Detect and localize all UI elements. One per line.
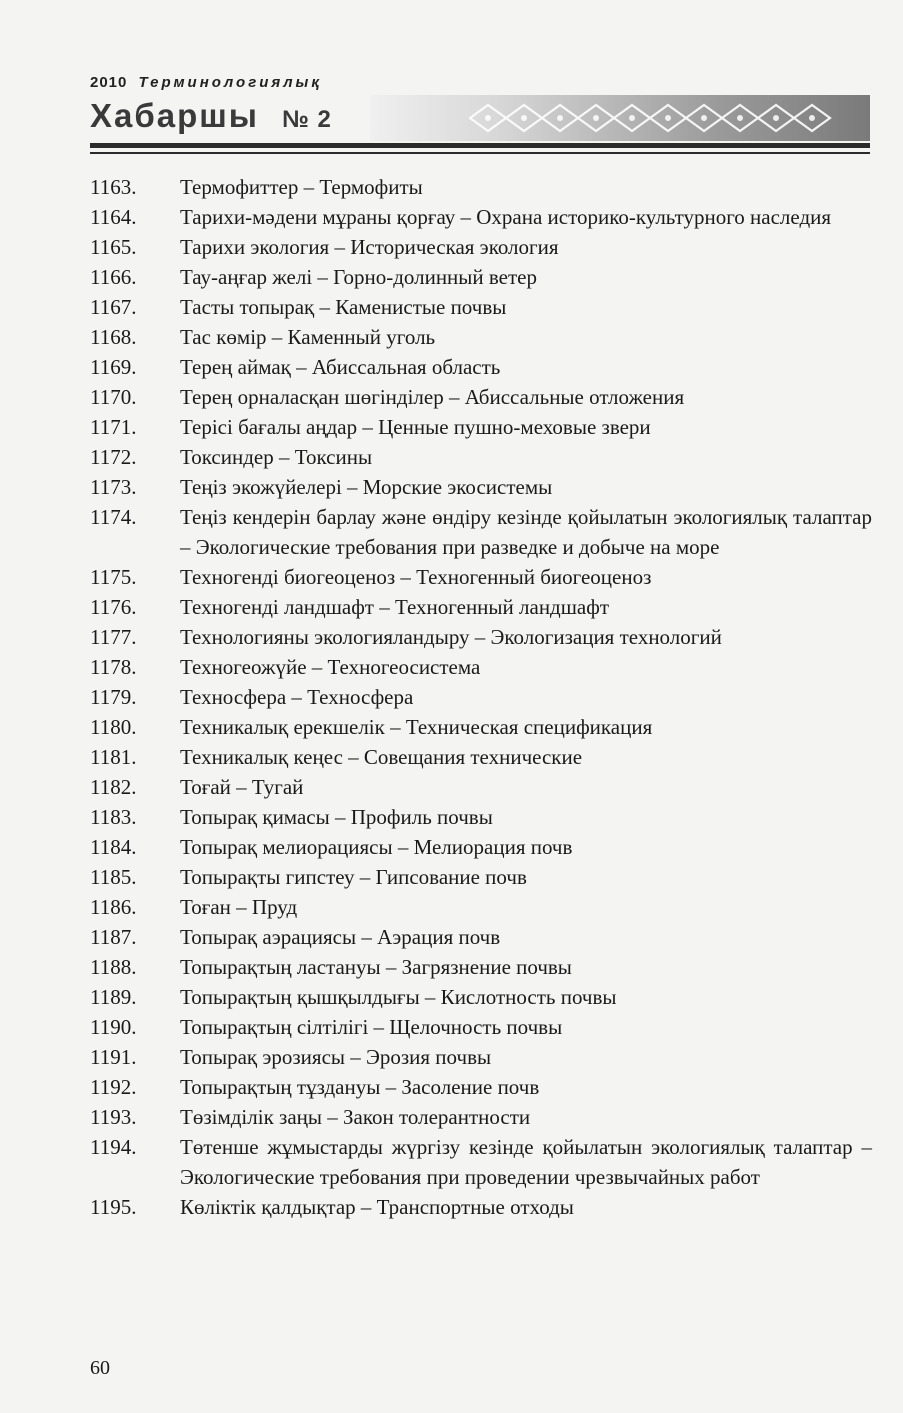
term-text: Терең аймақ – Абиссальная область bbox=[180, 355, 501, 379]
term-entry bbox=[90, 952, 872, 982]
term-list bbox=[90, 172, 872, 1222]
term-entry bbox=[90, 712, 872, 742]
term-number: 1194. bbox=[90, 1135, 137, 1159]
term-number: 1170. bbox=[90, 385, 137, 409]
journal-header-line bbox=[90, 74, 322, 91]
term-number: 1168. bbox=[90, 325, 137, 349]
term-number: 1195. bbox=[90, 1195, 137, 1219]
term-text: Термофиттер – Термофиты bbox=[180, 175, 423, 199]
term-text: Көліктік қалдықтар – Транспортные отходы bbox=[180, 1195, 574, 1219]
term-text: Терісі бағалы аңдар – Ценные пушно-меховые звери bbox=[180, 415, 651, 439]
term-number: 1181. bbox=[90, 745, 137, 769]
term-number: 1180. bbox=[90, 715, 137, 739]
term-entry bbox=[90, 742, 872, 772]
term-text: Топырақ мелиорациясы – Мелиорация почв bbox=[180, 835, 573, 859]
term-entry bbox=[90, 862, 872, 892]
term-number: 1173. bbox=[90, 475, 137, 499]
term-number: 1190. bbox=[90, 1015, 137, 1039]
term-entry bbox=[90, 802, 872, 832]
term-text: Техникалық ерекшелік – Техническая спецификация bbox=[180, 715, 653, 739]
term-entry bbox=[90, 322, 872, 352]
term-text: Тау-аңғар желі – Горно-долинный ветер bbox=[180, 265, 537, 289]
term-entry bbox=[90, 1102, 872, 1132]
term-entry bbox=[90, 562, 872, 592]
journal-title-text: Хабаршы bbox=[90, 97, 259, 134]
term-text: Технологияны экологияландыру – Экологизация технологий bbox=[180, 625, 722, 649]
term-number: 1185. bbox=[90, 865, 137, 889]
term-number: 1164. bbox=[90, 205, 137, 229]
term-number: 1176. bbox=[90, 595, 137, 619]
term-number: 1169. bbox=[90, 355, 137, 379]
term-text: Техносфера – Техносфера bbox=[180, 685, 414, 709]
term-text: Техногенді ландшафт – Техногенный ландшафт bbox=[180, 595, 610, 619]
term-text: Төзімділік заңы – Закон толерантности bbox=[180, 1105, 531, 1129]
term-number: 1165. bbox=[90, 235, 137, 259]
term-entry bbox=[90, 892, 872, 922]
term-entry bbox=[90, 1192, 872, 1222]
term-text: Терең орналасқан шөгінділер – Абиссальные отложения bbox=[180, 385, 685, 409]
term-number: 1191. bbox=[90, 1045, 137, 1069]
term-text: Токсиндер – Токсины bbox=[180, 445, 373, 469]
term-entry bbox=[90, 502, 872, 562]
term-text: Төтенше жұмыстарды жүргізу кезінде қойылатын экологиялық талаптар – Экологические требования при проведении чрезвычайных работ bbox=[180, 1135, 872, 1189]
term-entry bbox=[90, 922, 872, 952]
term-entry bbox=[90, 982, 872, 1012]
term-entry bbox=[90, 1042, 872, 1072]
term-entry bbox=[90, 262, 872, 292]
header-rule-thin bbox=[90, 152, 870, 154]
term-text: Теңіз экожүйелері – Морские экосистемы bbox=[180, 475, 553, 499]
term-entry bbox=[90, 592, 872, 622]
term-text: Топырақтың сілтілігі – Щелочность почвы bbox=[180, 1015, 563, 1039]
term-number: 1179. bbox=[90, 685, 137, 709]
term-entry bbox=[90, 1132, 872, 1192]
term-entry bbox=[90, 232, 872, 262]
term-entry bbox=[90, 472, 872, 502]
term-number: 1182. bbox=[90, 775, 137, 799]
issue-number: № 2 bbox=[282, 106, 332, 133]
term-entry bbox=[90, 442, 872, 472]
term-text: Топырақ аэрациясы – Аэрация почв bbox=[180, 925, 501, 949]
term-number: 1188. bbox=[90, 955, 137, 979]
term-number: 1186. bbox=[90, 895, 137, 919]
header-rule-thick bbox=[90, 143, 870, 148]
term-text: Тоған – Пруд bbox=[180, 895, 298, 919]
term-text: Тасты топырақ – Каменистые почвы bbox=[180, 295, 507, 319]
term-text: Топырақ қимасы – Профиль почвы bbox=[180, 805, 493, 829]
term-text: Тарихи экология – Историческая экология bbox=[180, 235, 559, 259]
term-entry bbox=[90, 172, 872, 202]
term-entry bbox=[90, 1012, 872, 1042]
term-text: Топырақ эрозиясы – Эрозия почвы bbox=[180, 1045, 492, 1069]
term-number: 1167. bbox=[90, 295, 137, 319]
term-entry bbox=[90, 682, 872, 712]
term-text: Тас көмір – Каменный уголь bbox=[180, 325, 436, 349]
term-entry bbox=[90, 382, 872, 412]
term-number: 1172. bbox=[90, 445, 137, 469]
term-entry bbox=[90, 622, 872, 652]
term-number: 1166. bbox=[90, 265, 137, 289]
term-number: 1175. bbox=[90, 565, 137, 589]
term-number: 1184. bbox=[90, 835, 137, 859]
term-text: Топырақтың ластануы – Загрязнение почвы bbox=[180, 955, 572, 979]
term-number: 1193. bbox=[90, 1105, 137, 1129]
term-entry bbox=[90, 202, 872, 232]
term-text: Топырақтың тұздануы – Засоление почв bbox=[180, 1075, 540, 1099]
term-entry bbox=[90, 832, 872, 862]
term-text: Техникалық кеңес – Совещания технические bbox=[180, 745, 583, 769]
term-entry bbox=[90, 652, 872, 682]
term-entry bbox=[90, 352, 872, 382]
ornament-pattern-icon bbox=[370, 95, 870, 141]
journal-title bbox=[90, 97, 332, 135]
term-entry bbox=[90, 1072, 872, 1102]
term-entry bbox=[90, 292, 872, 322]
term-text: Топырақтың қышқылдығы – Кислотность почвы bbox=[180, 985, 617, 1009]
page-number: 60 bbox=[90, 1357, 110, 1379]
term-text: Техногеожүйе – Техногеосистема bbox=[180, 655, 481, 679]
term-number: 1187. bbox=[90, 925, 137, 949]
term-number: 1171. bbox=[90, 415, 137, 439]
term-number: 1192. bbox=[90, 1075, 137, 1099]
term-number: 1178. bbox=[90, 655, 137, 679]
journal-year: 2010 bbox=[90, 74, 128, 91]
term-number: 1163. bbox=[90, 175, 137, 199]
term-number: 1177. bbox=[90, 625, 137, 649]
ornament-banner bbox=[370, 95, 870, 141]
term-text: Топырақты гипстеу – Гипсование почв bbox=[180, 865, 527, 889]
term-entry bbox=[90, 772, 872, 802]
term-entry bbox=[90, 412, 872, 442]
term-text: Техногенді биогеоценоз – Техногенный биогеоценоз bbox=[180, 565, 652, 589]
term-text: Тоғай – Тугай bbox=[180, 775, 304, 799]
term-number: 1174. bbox=[90, 505, 137, 529]
term-number: 1189. bbox=[90, 985, 137, 1009]
term-number: 1183. bbox=[90, 805, 137, 829]
term-text: Тарихи-мәдени мұраны қорғау – Охрана историко-культурного наследия bbox=[180, 205, 832, 229]
term-text: Теңіз кендерін барлау және өндіру кезінде қойылатын экологиялық талаптар – Экологические требования при разведке и добыче на море bbox=[180, 505, 872, 559]
journal-word: Терминологиялық bbox=[138, 74, 322, 91]
